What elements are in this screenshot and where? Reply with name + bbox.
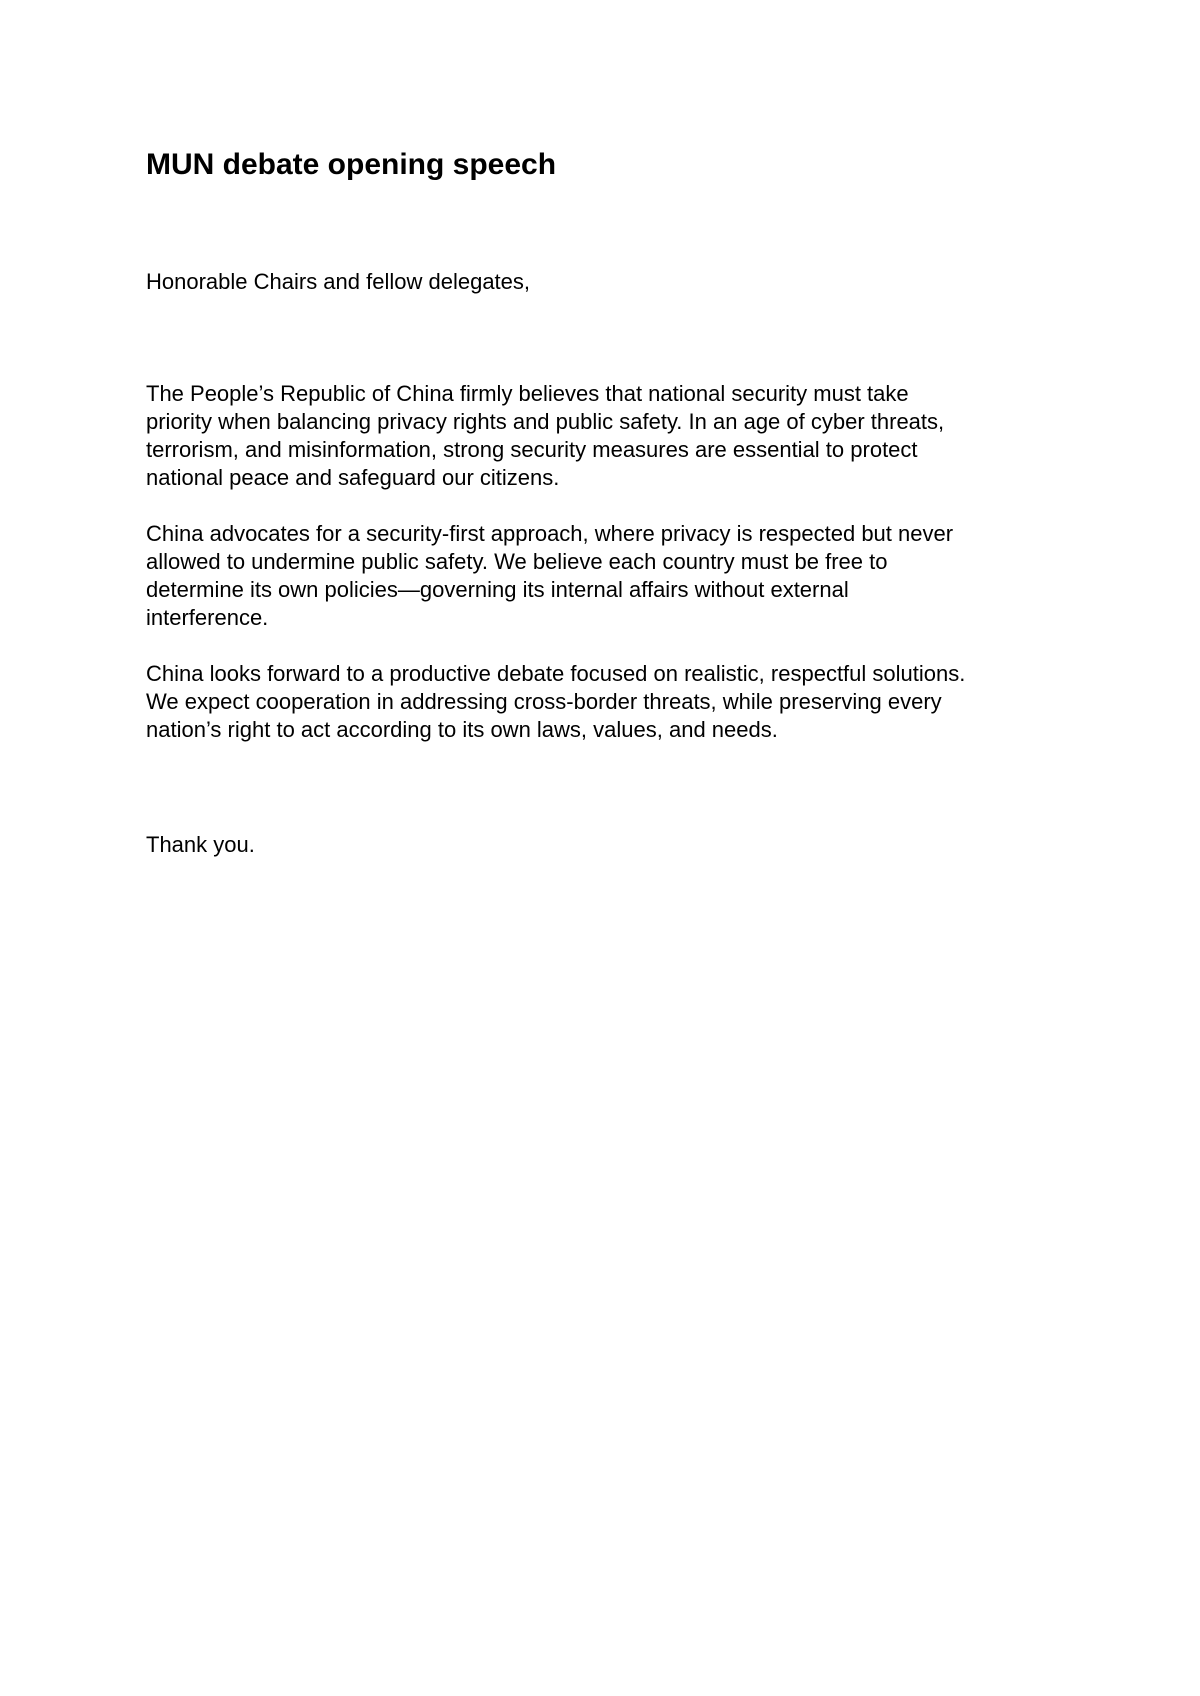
paragraph-2 bbox=[146, 520, 1066, 632]
document-title: MUN debate opening speech bbox=[146, 148, 557, 181]
closing-line: Thank you. bbox=[146, 832, 255, 857]
paragraph-line: nation’s right to act according to its own laws, values, and needs. bbox=[146, 717, 778, 742]
paragraph-line: national peace and safeguard our citizens. bbox=[146, 465, 560, 490]
paragraph-line: We expect cooperation in addressing cross-border threats, while preserving every bbox=[146, 689, 942, 714]
paragraph-line: China looks forward to a productive debate focused on realistic, respectful solutions. bbox=[146, 661, 966, 686]
paragraph-line: China advocates for a security-first approach, where privacy is respected but never bbox=[146, 521, 954, 546]
paragraph-line: terrorism, and misinformation, strong security measures are essential to protect bbox=[146, 437, 918, 462]
paragraph-3 bbox=[146, 660, 1066, 744]
salutation: Honorable Chairs and fellow delegates, bbox=[146, 269, 531, 294]
paragraph-line: determine its own policies—governing its internal affairs without external bbox=[146, 577, 849, 602]
paragraph-line: interference. bbox=[146, 605, 269, 630]
paragraph-line: priority when balancing privacy rights and public safety. In an age of cyber threats, bbox=[146, 409, 945, 434]
paragraph-line: The People’s Republic of China firmly believes that national security must take bbox=[146, 381, 909, 406]
paragraph-line: allowed to undermine public safety. We believe each country must be free to bbox=[146, 549, 888, 574]
paragraph-1 bbox=[146, 380, 1066, 492]
